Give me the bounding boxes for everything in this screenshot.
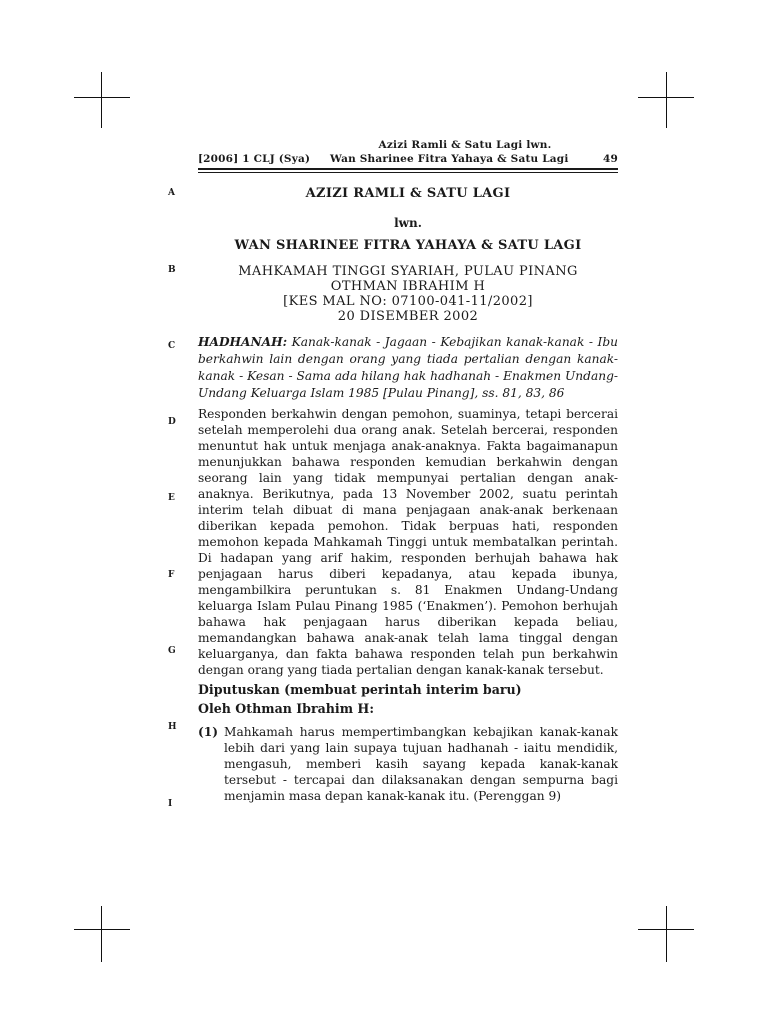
- case-respondent: WAN SHARINEE FITRA YAHAYA & SATU LAGI: [234, 238, 582, 253]
- holding-number: (1): [198, 725, 219, 739]
- court-name: MAHKAMAH TINGGI SYARIAH, PULAU PINANG: [238, 264, 578, 279]
- margin-letter-e: E: [168, 493, 175, 503]
- running-head-case-line1: Azizi Ramli & Satu Lagi lwn.: [378, 139, 552, 151]
- margin-letter-h: H: [168, 722, 177, 732]
- decision-line-2: Oleh Othman Ibrahim H:: [198, 701, 374, 716]
- judgment-date: 20 DISEMBER 2002: [337, 309, 479, 324]
- crop-mark-bottom-right-v: [666, 906, 667, 962]
- catchwords-text: Kanak-kanak - Jagaan - Kebajikan kanak-kanak - Ibu berkahwin lain dengan orang yang tiada pertalian dengan kanak-kanak - Kesan - Sama ada hilang hak hadhanah - Enakmen Undang-Undang Keluarga Islam 1985 [Pulau Pinang], ss. 81, 83, 86: [198, 335, 618, 400]
- case-appellant: AZIZI RAMLI & SATU LAGI: [305, 186, 511, 201]
- margin-letter-a: A: [168, 188, 175, 198]
- running-head-citation: [2006] 1 CLJ (Sya): [198, 153, 311, 165]
- margin-letter-f: F: [168, 570, 175, 580]
- case-summary: Responden berkahwin dengan pemohon, suaminya, tetapi bercerai setelah memperolehi dua orang anak. Setelah bercerai, responden menuntut hak untuk menjaga anak-anaknya. Fakta bagaimanapun menunjukkan bahawa responden kemudian berkahwin dengan seorang lain yang tidak mempunyai pertalian dengan anak-anaknya. Berikutnya, pada 13 November 2002, suatu perintah interim telah dibuat di mana penjagaan anak-anak berkenaan diberikan kepada pemohon. Tidak berpuas hati, responden memohon kepada Mahkamah Tinggi untuk membatalkan perintah. Di hadapan yang arif hakim, responden berhujah bahawa hak penjagaan harus diberi kepadanya, atau kepada ibunya, mengambilkira peruntukan s. 81 Enakmen Undang-Undang keluarga Islam Pulau Pinang 1985 (‘Enakmen’). Pemohon berhujah bahawa hak penjagaan harus diberikan kepada beliau, memandangkan bahawa anak-anak telah lama tinggal dengan keluarganya, dan fakta bahawa responden telah pun berkahwin dengan orang yang tiada pertalian dengan kanak-kanak tersebut.: [198, 407, 618, 677]
- crop-mark-top-left-v: [101, 72, 102, 128]
- judge-name: OTHMAN IBRAHIM H: [330, 279, 486, 294]
- page-number: 49: [602, 153, 618, 165]
- catchwords: [198, 334, 618, 402]
- margin-letter-d: D: [168, 417, 176, 427]
- crop-mark-bottom-left-h: [74, 929, 130, 930]
- header-rule-thin: [198, 172, 618, 173]
- margin-letter-i: I: [168, 799, 173, 809]
- case-versus: lwn.: [394, 216, 422, 230]
- crop-mark-top-left-h: [74, 97, 130, 98]
- case-number: [KES MAL NO: 07100-041-11/2002]: [283, 294, 533, 309]
- decision-line-1: Diputuskan (membuat perintah interim baru): [198, 682, 522, 697]
- holding-text: Mahkamah harus mempertimbangkan kebajikan kanak-kanak lebih dari yang lain supaya tujuan hadhanah - iaitu mendidik, mengasuh, memberi kasih sayang kepada kanak-kanak tersebut - tercapai dan dilaksanakan dengan sempurna bagi menjamin masa depan kanak-kanak itu. (Perenggan 9): [224, 725, 618, 803]
- crop-mark-bottom-left-v: [101, 906, 102, 962]
- margin-letter-c: C: [168, 341, 176, 351]
- catchwords-lead: HADHANAH:: [198, 335, 288, 349]
- crop-mark-top-right-v: [666, 72, 667, 128]
- running-head-case-line2: Wan Sharinee Fitra Yahaya & Satu Lagi: [330, 153, 569, 165]
- margin-letter-g: G: [168, 646, 176, 656]
- margin-letter-b: B: [168, 265, 176, 275]
- decision-heading: [198, 680, 618, 718]
- header-rule-thick: [198, 168, 618, 170]
- holding-item: [198, 724, 618, 804]
